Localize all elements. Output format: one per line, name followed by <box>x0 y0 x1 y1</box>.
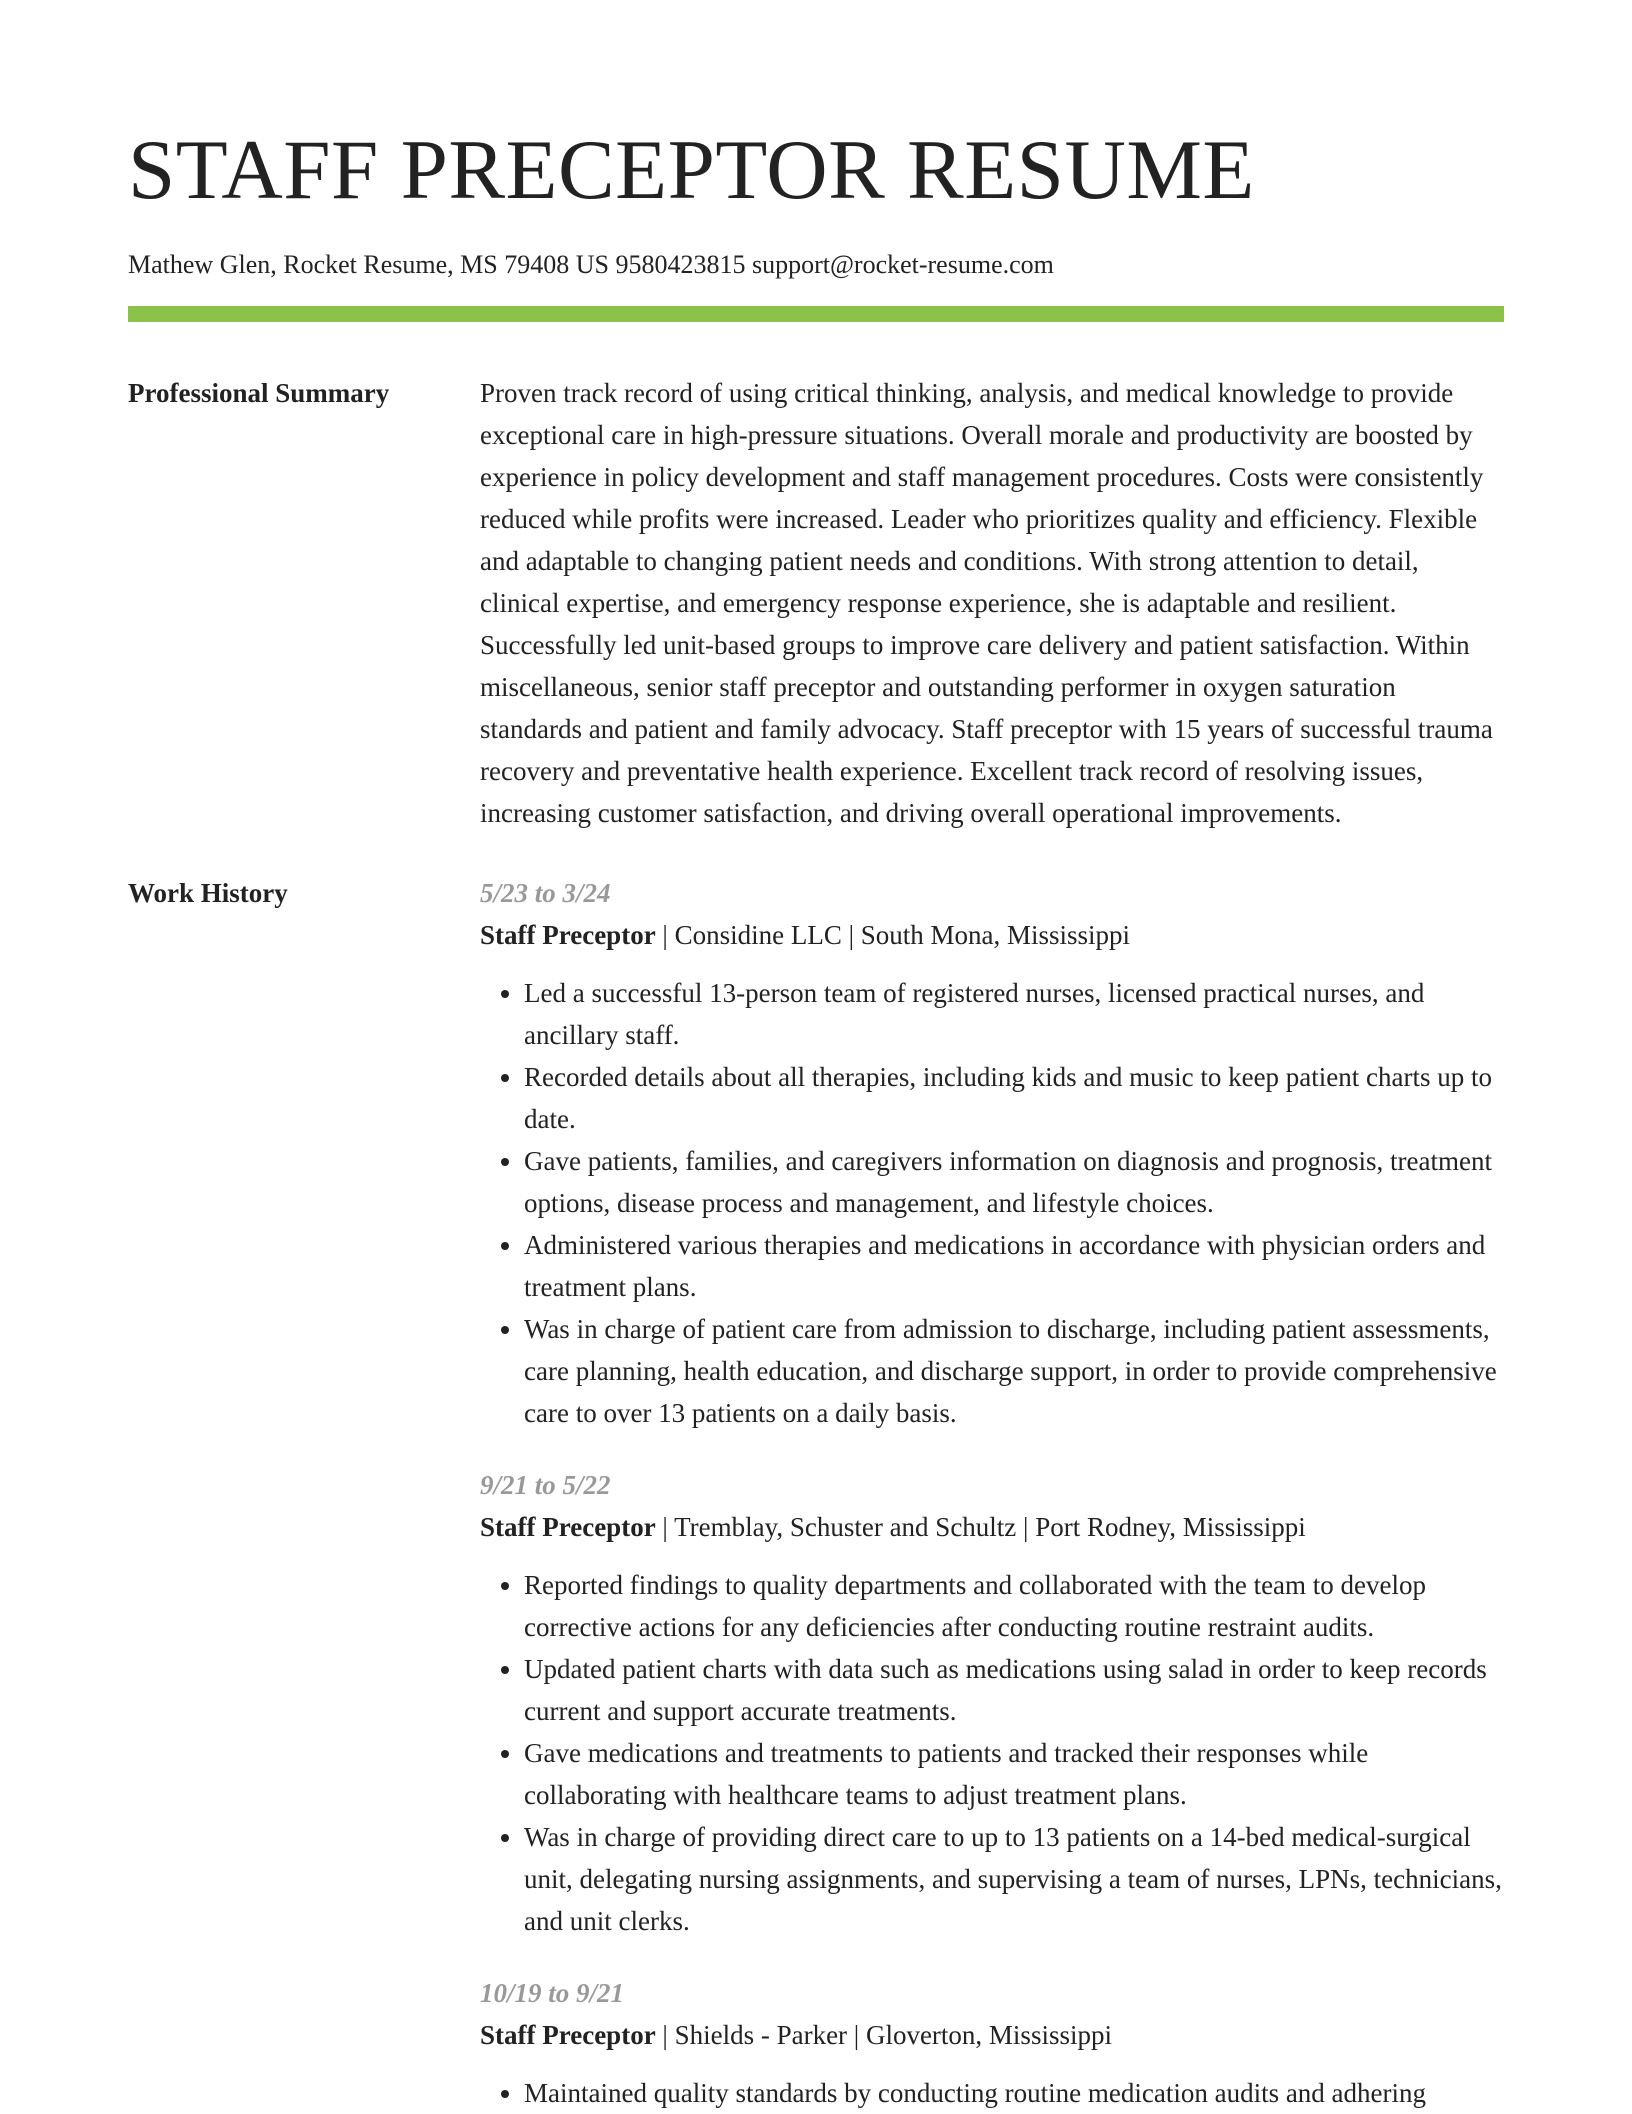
job-dates: 5/23 to 3/24 <box>480 878 611 908</box>
summary-section <box>128 372 1504 834</box>
job-bullet: • Reported findings to quality departments and collaborated with the team to develop corrective actions for any deficiencies after conducting routine restraint audits. <box>524 1564 1504 1648</box>
contact-line: Mathew Glen, Rocket Resume, MS 79408 US 9580423815 support@rocket-resume.com <box>128 250 1054 279</box>
job-bullet: • Was in charge of patient care from admission to discharge, including patient assessments, care planning, health education, and discharge support, in order to provide comprehensive care to over 13 patients on a daily basis. <box>524 1308 1504 1434</box>
job-company-location: | Considine LLC | South Mona, Mississippi <box>655 920 1131 950</box>
page-title: STAFF PRECEPTOR RESUME <box>128 123 1255 217</box>
job-bullet: • Led a successful 13-person team of registered nurses, licensed practical nurses, and ancillary staff. <box>524 972 1504 1056</box>
job-company-location: | Shields - Parker | Gloverton, Mississippi <box>655 2020 1112 2050</box>
job-entry <box>480 1972 1504 2114</box>
section-label-summary: Professional Summary <box>128 378 390 408</box>
summary-text: Proven track record of using critical thinking, analysis, and medical knowledge to provide exceptional care in high-pressure situations. Overall morale and productivity are boosted by experience in policy development and staff management procedures. Costs were consistently reduced while profits were increased. Leader who prioritizes quality and efficiency. Flexible and adaptable to changing patient needs and conditions. With strong attention to detail, clinical expertise, and emergency response experience, she is adaptable and resilient. Successfully led unit-based groups to improve care delivery and patient satisfaction. Within miscellaneous, senior staff preceptor and outstanding performer in oxygen saturation standards and patient and family advocacy. Staff preceptor with 15 years of successful trauma recovery and preventative health experience. Excellent track record of resolving issues, increasing customer satisfaction, and driving overall operational improvements. <box>480 378 1493 828</box>
job-entry <box>480 872 1504 1434</box>
job-bullet: • Maintained quality standards by conducting routine medication audits and adhering <box>524 2072 1504 2114</box>
job-bullet: • Recorded details about all therapies, including kids and music to keep patient charts up to date. <box>524 1056 1504 1140</box>
job-bullet: • Was in charge of providing direct care to up to 13 patients on a 14-bed medical-surgical unit, delegating nursing assignments, and supervising a team of nurses, LPNs, technicians, and unit clerks. <box>524 1816 1504 1942</box>
resume-page <box>128 0 1504 2114</box>
job-bullet: • Updated patient charts with data such as medications using salad in order to keep records current and support accurate treatments. <box>524 1648 1504 1732</box>
job-title-line <box>480 1506 1504 1548</box>
job-bullets <box>480 2072 1504 2114</box>
job-title-line <box>480 2014 1504 2056</box>
job-bullet: • Administered various therapies and medications in accordance with physician orders and treatment plans. <box>524 1224 1504 1308</box>
work-history-section <box>128 872 1504 2114</box>
header-divider <box>128 306 1504 322</box>
job-bullets <box>480 1564 1504 1942</box>
job-dates: 9/21 to 5/22 <box>480 1470 611 1500</box>
job-bullets <box>480 972 1504 1434</box>
job-title-line <box>480 914 1504 956</box>
job-dates: 10/19 to 9/21 <box>480 1978 625 2008</box>
job-entry <box>480 1464 1504 1942</box>
job-bullet: • Gave medications and treatments to patients and tracked their responses while collaborating with healthcare teams to adjust treatment plans. <box>524 1732 1504 1816</box>
job-company-location: | Tremblay, Schuster and Schultz | Port Rodney, Mississippi <box>655 1512 1306 1542</box>
section-label-work-history: Work History <box>128 878 288 908</box>
job-role: Staff Preceptor <box>480 1512 656 1542</box>
job-role: Staff Preceptor <box>480 920 656 950</box>
job-role: Staff Preceptor <box>480 2020 656 2050</box>
job-bullet: • Gave patients, families, and caregivers information on diagnosis and prognosis, treatment options, disease process and management, and lifestyle choices. <box>524 1140 1504 1224</box>
